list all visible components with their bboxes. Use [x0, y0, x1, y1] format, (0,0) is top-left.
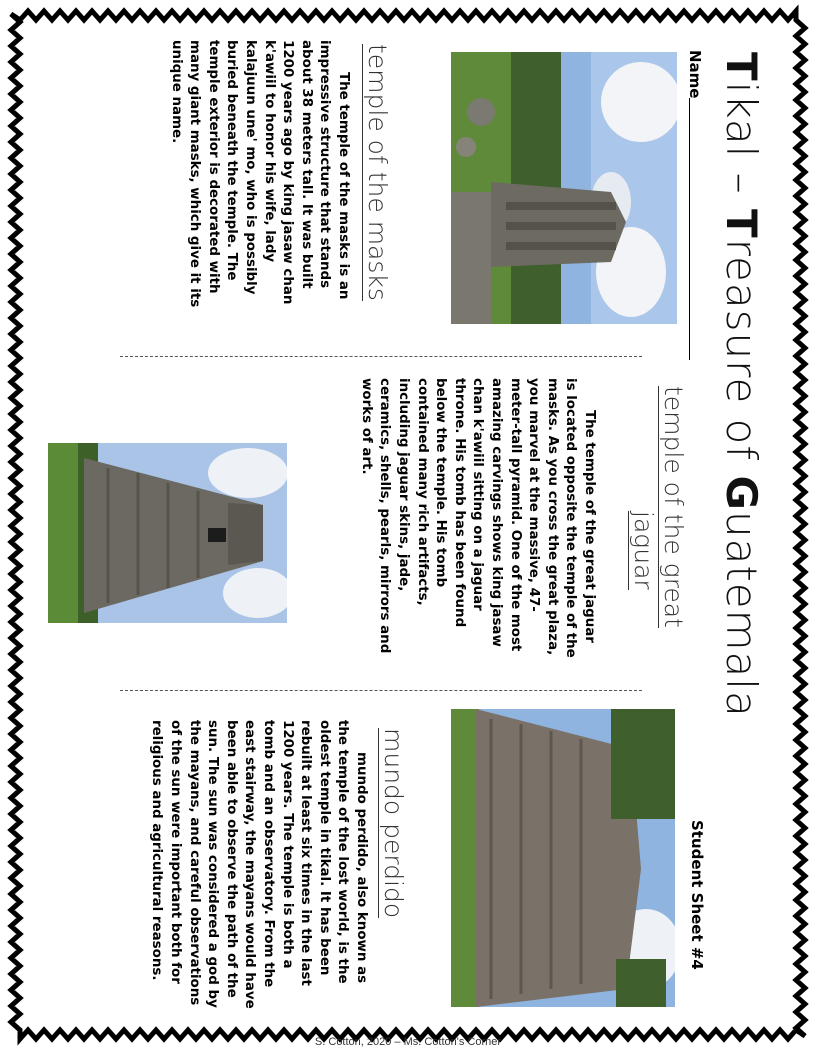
body-temple-of-the-great-jaguar: The temple of the great jaguar is located opposite the temple of the masks. As you cross the great plaza, you marvel at the massive, 47-meter-tall pyramid. One of the most amazing carvings shows king jasaw chan k'awiil sitting on a jaguar throne. His tomb has been found below the temple. His tomb contained many rich artifacts, including jaguar skins, jade, ceramics, shells, pearls, mirrors and works of art.: [358, 378, 597, 658]
heading-temple-of-the-masks: temple of the masks: [363, 44, 392, 301]
student-sheet-label: Student Sheet #4: [688, 820, 706, 970]
name-label: Name: [686, 50, 704, 99]
divider-2: [120, 690, 642, 691]
name-field[interactable]: [686, 50, 704, 98]
divider-1: [120, 356, 642, 357]
heading-mundo-perdido: mundo perdido: [379, 728, 408, 919]
page-title: Tikal – Treasure of Guatemala: [717, 52, 766, 718]
photo-temple-of-the-masks: [451, 52, 677, 324]
body-mundo-perdido: mundo perdido, also known as the temple of the lost world, is the oldest temple in tikal. It has been rebuilt at least six times in the last 1200 years. The temple is both a tomb and an observatory. From the east stairway, the mayans would have been able to observe the path of the sun. The sun was considered a god by the mayans, and careful observations of the sun were important both for religious and agricultural reasons.: [149, 720, 369, 1009]
heading-temple-of-the-great-jaguar: temple of the great jaguar: [629, 386, 688, 628]
footer-credit: S. Cotton, 2020 – Ms. Cotton's Corner: [314, 1036, 502, 1048]
name-blank-line: [689, 98, 690, 360]
body-temple-of-the-masks: The temple of the masks is an impressive structure that stands about 38 meters tall. It was built 1200 years ago by king jasaw chan k'awiil to honor his wife, lady kalajuun une' mo, who is possibly buried beneath the temple. The temple exterior is decorated with many giant masks, which give it its unique name.: [168, 40, 351, 308]
photo-mundo-perdido: [451, 709, 675, 1007]
photo-temple-of-the-great-jaguar: [48, 443, 287, 623]
